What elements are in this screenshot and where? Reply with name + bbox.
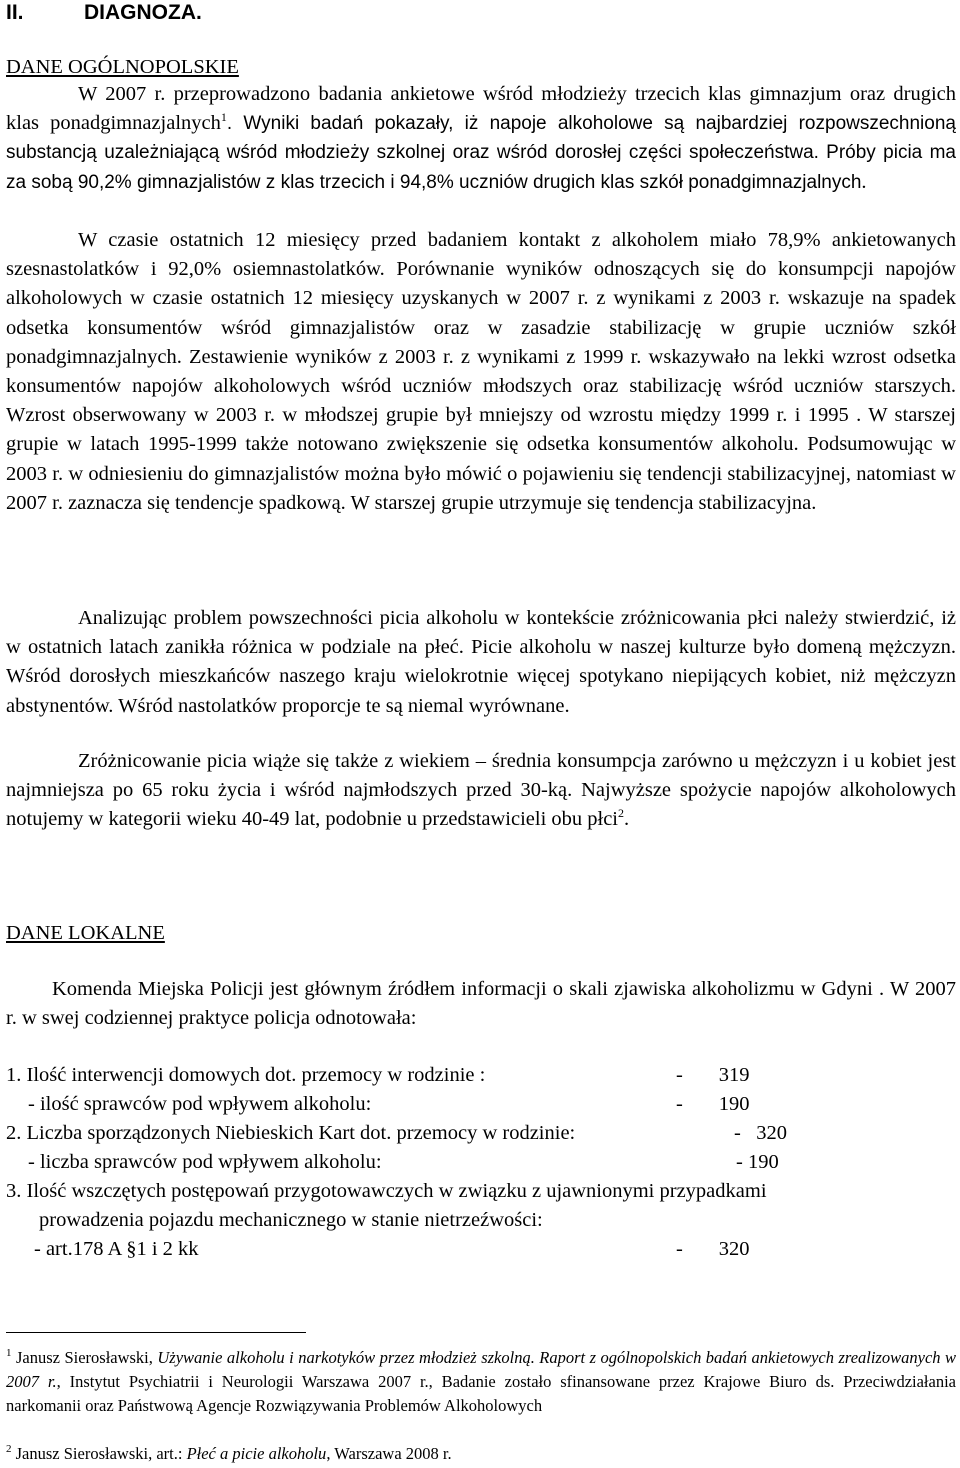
p1-text-c: Próby picia ma za sobą 90,2% gimnazjalistów z klas trzecich i 94,8% uczniów drugich klas szkół ponadgimnazjalnych [6,142,956,193]
footnote-2-number: 2 [6,1443,12,1455]
paragraph-national-intro [6,80,956,197]
chapter-number: II. [6,1,24,24]
list-item-value: - 190 [736,1151,779,1173]
list-item: - art.178 A §1 i 2 kk [34,1238,199,1260]
list-item: 3. Ilość wszczętych postępowań przygotowawczych w związku z ujawnionymi przypadkami [6,1180,767,1202]
chapter-title: DIAGNOZA. [84,1,202,24]
paragraph-age [6,747,956,835]
section-heading-local: DANE LOKALNE [6,922,165,944]
list-item: 1. Ilość interwencji domowych dot. przemocy w rodzinie : [6,1064,486,1086]
footnote-1-rest: , Instytut Psychiatrii i Neurologii Warszawa 2007 r., Badanie zostało sfinansowane przez Krajowe Biuro ds. Przeciwdziałania narkomanii oraz Państwową Agencje Rozwiązywania Problemów Alkoholowych [6,1372,956,1415]
list-item-value: - 320 [734,1122,787,1144]
list-item: prowadzenia pojazdu mechanicznego w stanie nietrzeźwości: [39,1209,543,1231]
list-item: - ilość sprawców pod wpływem alkoholu: [28,1093,372,1115]
p1-text-b: . Wyniki badań pokazały, iż napoje alkoholowe są najbardziej rozpowszechnioną substancją uzależniającą wśród młodzieży szkolnej oraz wśród dorosłej części społeczeństwa. [6,113,956,164]
list-item-value: - 190 [676,1093,750,1115]
footnote-2-author: Janusz Sierosławski, art.: [11,1444,187,1463]
section-heading-national: DANE OGÓLNOPOLSKIE [6,56,239,78]
footnote-1 [6,1346,956,1418]
chapter-heading [6,0,202,26]
list-item: 2. Liczba sporządzonych Niebieskich Kart dot. przemocy w rodzinie: [6,1122,576,1144]
footnote-1-title: Używanie alkoholu i narkotyków przez młodzież szkolną. Raport z ogólnopolskich badań ankietowych zrealizowanych w 2007 r. [6,1348,956,1391]
footnote-separator [6,1332,306,1333]
footnote-2 [6,1442,956,1466]
list-item-value: - 319 [676,1064,750,1086]
footnote-2-title: Płeć a picie alkoholu [186,1444,327,1463]
paragraph-gender: Analizując problem powszechności picia alkoholu w kontekście zróżnicowania płci należy stwierdzić, iż w ostatnich latach zanikła różnica w podziale na płeć. Picie alkoholu w naszej kulturze było domeną mężczyzn. Wśród dorosłych mieszkańców naszego kraju wielokrotnie więcej spotykano niepijących kobiet, niż mężczyzn abstynentów. Wśród nastolatków proporcje te są niemal wyrównane. [6,607,956,717]
footnote-1-number: 1 [6,1347,12,1359]
p1-text-a: W 2007 r. przeprowadzono badania ankietowe wśród młodzieży trzecich klas gimnazjum oraz drugich klas ponadgimnazjalnych [6,83,956,135]
p1-text-d: . [861,170,867,193]
footnote-ref-2: 2 [618,806,625,821]
footnote-ref-1: 1 [220,110,227,125]
list-item-value: - 320 [676,1238,750,1260]
list-item: - liczba sprawców pod wpływem alkoholu: [28,1151,382,1173]
paragraph-national-trends: W czasie ostatnich 12 miesięcy przed badaniem kontakt z alkoholem miało 78,9% ankietowanych szesnastolatków i 92,0% osiemnastolatków. Porównanie wyników odnoszących się do konsumpcji napojów alkoholowych w czasie ostatnich 12 miesięcy uzyskanych w 2007 r. z wynikami z 2003 r. wskazuje na spadek odsetka konsumentów wśród gimnazjalistów oraz w zasadzie stabilizację w grupie uczniów szkół ponadgimnazjalnych. Zestawienie wyników z 2003 r. z wynikami z 1999 r. wskazywało na lekki wzrost odsetka konsumentów napojów alkoholowych wśród uczniów młodszych oraz stabilizację wśród uczniów starszych. Wzrost obserwowany w 2003 r. w młodszej grupie był mniejszy od wzrostu między 1999 r. i 1995 . W starszej grupie w latach 1995-1999 także notowano zwiększenie się odsetka konsumentów alkoholu. Podsumowując w 2003 r. w odniesieniu do gimnazjalistów można było mówić o pojawieniu się tendencji stabilizacyjnej, natomiast w 2007 r. zaznacza się tendencje spadkową. W starszej grupie utrzymuje się tendencja stabilizacyjna. [6,229,956,514]
p4-text-b: . [624,808,630,831]
footnote-2-rest: , Warszawa 2008 r. [326,1444,452,1463]
paragraph-local-intro: Komenda Miejska Policji jest głównym źródłem informacji o skali zjawiska alkoholizmu w Gdyni . W 2007 r. w swej codziennej praktyce policja odnotowała: [6,978,956,1030]
footnote-1-author: Janusz Sierosławski, [11,1348,158,1367]
p4-text-a: Zróżnicowanie picia wiąże się także z wiekiem – średnia konsumpcja zarówno u mężczyzn i u kobiet jest najmniejsza po 65 roku życia i wśród najmłodszych przed 30-ką. Najwyższe spożycie napojów alkoholowych notujemy w kategorii wieku 40-49 lat, podobnie u przedstawicieli obu płci [6,750,956,831]
